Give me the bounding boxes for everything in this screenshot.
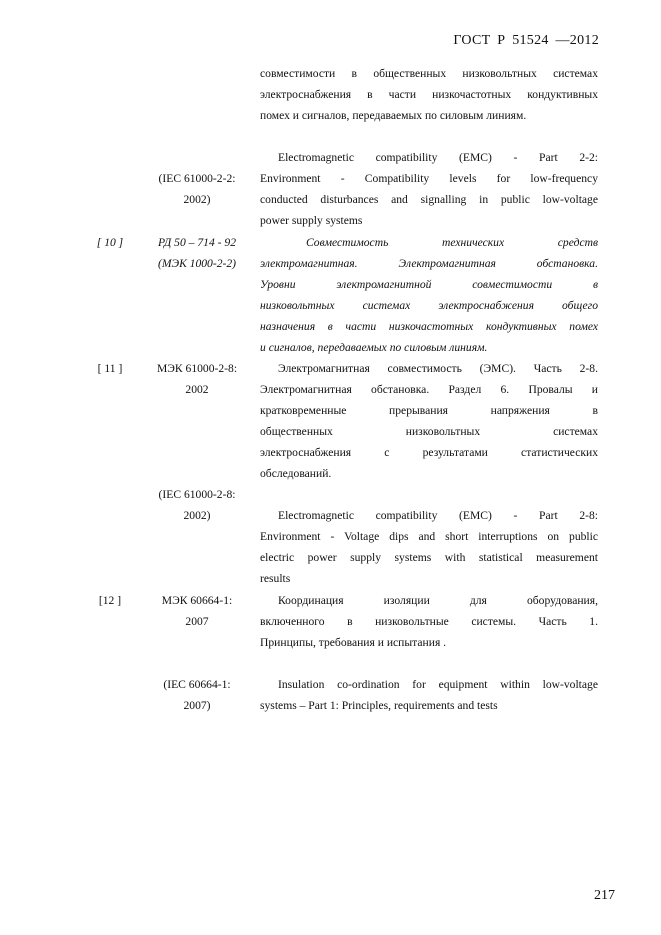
- reference-text: [260, 505, 598, 589]
- reference-text: [260, 232, 598, 358]
- text-line: Принципы, требования и испытания .: [260, 636, 447, 649]
- reference-text: [260, 63, 598, 126]
- text-line: Electromagnetic compatibility (EMC) - Part 2-8:: [278, 509, 598, 522]
- text-line: Environment - Voltage dips and short interruptions on public: [260, 530, 598, 543]
- reference-source: [138, 147, 256, 210]
- text-line: systems – Part 1: Principles, requirements and tests: [260, 699, 498, 712]
- text-line: Электромагнитная совместимость (ЭМС). Часть 2-8.: [278, 362, 598, 375]
- text-line: помех и сигналов, передаваемых по силовым линиям.: [260, 109, 527, 122]
- text-line: Координация изоляции для оборудования,: [278, 594, 598, 607]
- reference-source: [138, 484, 256, 526]
- source-line: МЭК 61000-2-8:: [156, 362, 238, 375]
- text-line: низковольтных системах электроснабжения общего: [260, 299, 598, 312]
- text-line: conducted disturbances and signalling in public low-voltage: [260, 193, 598, 206]
- text-line: Electromagnetic compatibility (EMC) - Part 2-2:: [278, 151, 598, 164]
- reference-text: [260, 590, 598, 653]
- source-line: МЭК 60664-1:: [161, 594, 233, 607]
- reference-number: [12 ]: [98, 594, 122, 607]
- source-line: 2007: [185, 615, 209, 628]
- reference-source: [138, 358, 256, 400]
- reference-source: [138, 232, 256, 274]
- text-line: Environment - Compatibility levels for low-frequency: [260, 172, 598, 185]
- reference-text: [260, 147, 598, 231]
- source-line: 2002): [183, 193, 211, 206]
- reference-number: [ 10 ]: [96, 236, 124, 249]
- text-line: Insulation co-ordination for equipment within low-voltage: [278, 678, 598, 691]
- reference-text: [260, 674, 598, 716]
- text-line: Электромагнитная обстановка. Раздел 6. Провалы и: [260, 383, 598, 396]
- reference-source: [138, 674, 256, 716]
- text-line: electric power supply systems with statistical measurement: [260, 551, 598, 564]
- reference-number: [ 11 ]: [97, 362, 123, 375]
- text-line: электроснабжения в части низкочастотных кондуктивных: [260, 88, 598, 101]
- source-line: (IEC 61000-2-2:: [158, 172, 236, 185]
- text-line: и сигналов, передаваемых по силовым линиям.: [260, 341, 488, 354]
- text-line: Совместимость технических средств: [306, 236, 598, 249]
- source-line: РД 50 – 714 - 92: [157, 236, 237, 249]
- source-line: 2002: [185, 383, 209, 396]
- text-line: включенного в низковольтные системы. Часть 1.: [260, 615, 598, 628]
- reference-text: [260, 358, 598, 484]
- text-line: Уровни электромагнитной совместимости в: [260, 278, 598, 291]
- text-line: results: [260, 572, 291, 585]
- text-line: кратковременные прерывания напряжения в: [260, 404, 598, 417]
- text-line: общественных низковольтных системах: [260, 425, 598, 438]
- document-header: ГОСТ Р 51524 —2012: [453, 33, 599, 48]
- source-line: 2007): [183, 699, 211, 712]
- source-line: (IEC 60664-1:: [163, 678, 231, 691]
- page-number: 217: [594, 888, 615, 903]
- reference-source: [138, 590, 256, 632]
- text-line: назначения в части низкочастотных кондуктивных помех: [260, 320, 598, 333]
- source-line: [138, 147, 256, 168]
- text-line: обследований.: [260, 467, 332, 480]
- text-line: электромагнитная. Электромагнитная обстановка.: [260, 257, 598, 270]
- source-line: (IEC 61000-2-8:: [158, 488, 236, 501]
- source-line: (МЭК 1000-2-2): [157, 257, 237, 270]
- text-line: электроснабжения с результатами статистических: [260, 446, 598, 459]
- text-line: совместимости в общественных низковольтных системах: [260, 67, 598, 80]
- source-line: 2002): [183, 509, 211, 522]
- text-line: power supply systems: [260, 214, 363, 227]
